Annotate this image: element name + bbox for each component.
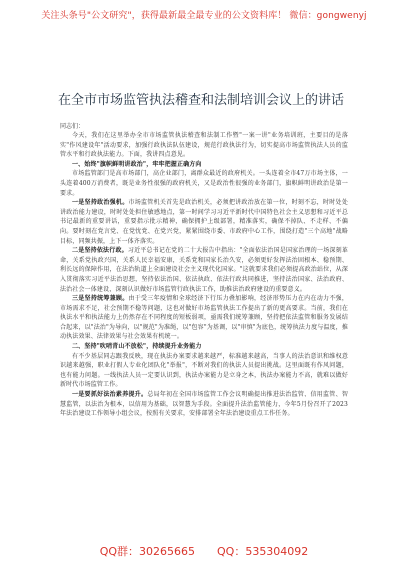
paragraph-text: 市场监管部门是高市场部门，高企业部门，离群众最近的政府机关。一头连着全市47万市场主体，一头连着400万消费者，既是业务性很强的政府机关，又是政治性很强的业务部门，旗帜鲜明讲政治是第一要求。 xyxy=(60,170,348,197)
section-heading-text: 一、始终"旗帜鲜明讲政治"，牢牢把握正确方向 xyxy=(72,160,202,168)
footer-contacts xyxy=(0,545,408,559)
greeting: 同志们： xyxy=(60,123,85,130)
body-paragraph xyxy=(60,198,348,246)
body-paragraph xyxy=(60,294,348,342)
qq-text: QQ：535304092 xyxy=(217,545,309,558)
paragraph-lead: 一是坚持政治强机。 xyxy=(72,199,129,207)
banner-line: 关注头条号"公文研究"，获得最新最全最专业的公文资料库！ 微信：gongwenyj xyxy=(41,11,367,21)
qq-group-text: QQ群：30265665 xyxy=(99,545,195,558)
paragraph-lead: 三是坚持统筹兼顾。 xyxy=(72,295,129,303)
paragraph-lead: 一是要抓好法治素养提升。 xyxy=(72,391,148,399)
paragraph-text: 有不少基层同志跟我反映，现在执法办案要求越来越严，标准越来越高，当事人的法治意识和维权意识越来越强，职业打假人专业化团队化"举报"，不断对我们的执法人员提出挑战。这里面既有作风问题，也有能力问题。一线执法人员一定要认识到，执法办案能力是立身之本，执法办案能力不高，就难以做好新时代市场监管工作。 xyxy=(60,352,348,389)
paragraph-text: 由于受三年疫情和全球经济下行压力叠加影响，经济形势压力在内在动力不强，市场需求不足，社会预期不稳等问题，这也对做好市场监管执法工作提出了新的更高要求。当前，我们在执法水平和执法能力上仍然存在不同程度的短板弱项，亟需我们统筹兼顾，坚持把依法监管和服务发展结合起来，以"法治"为导向，以"规范"为准绳，以"包容"为基调，以"审慎"为底色，统筹执法力度与温度，推动执法效果、法律效果与社会效果有机统一。 xyxy=(60,295,348,341)
section-heading xyxy=(60,342,348,352)
paragraph-text: 市场监管机关首先是政治机关，必须把讲政治放在第一位，时刻不忘，时时处处讲政治能力建设，时时处处担住敏感地点，第一时间学习习近平新时代中国特色社会主义思想和习近平总书记最新的重要讲话，重要指示批示精神，确保拥护上级部署，精准落实，确保不掉队、不走样、不偏向。要时刻在党言党、在党忧党、在党兴党，紧紧围绕市委、市政府中心工作，围绕打造"三个高地"战略目标，同频共振，上下一体齐落实。 xyxy=(60,199,348,245)
paragraph-text: 今天，我们在这里举办全市市场监管执法稽查和法制工作暨"一案一讲"业务培训班，主要目的是落实"作风建设年"活动要求，加强行政执法队伍建设，规范行政执法行为，切实提高市场监管执法人员的监管水平和行政执法能力。下面，我讲四点意见。 xyxy=(60,132,348,159)
header-banner xyxy=(0,10,408,23)
paragraph-lead: 二是坚持依法行政。 xyxy=(72,247,128,255)
body-paragraph xyxy=(60,390,348,419)
section-heading xyxy=(60,160,348,170)
body-paragraph xyxy=(60,131,348,160)
section-heading-text: 二、坚持"吹哨青山不放松"，持续提升业务能力 xyxy=(72,343,202,351)
paragraph-text: 总局年初在全国市场监管工作会议明确提出推进法治监管、信用监管、智慧监管，以法治为根本，以信用为基础，以智慧为手段。全面提升法治监管能力，今年5月份召开了2023年法治建设工作领导小组会议，按照有关要求，安排部署全年法治建设重点工作任务。 xyxy=(60,391,348,418)
body-paragraph xyxy=(60,169,348,198)
body-paragraph xyxy=(60,352,348,390)
paragraph-text: 习近平总书记在党的二十大报告中指出："全面依法治国是国家治理的一场深刻革命，关系党执政兴国，关系人民幸福安康，关系党和国家长治久安，必须更好发挥法治固根本、稳预期、利长远的保障作用，在法治轨道上全面建设社会主义现代化国家。"这就要求我们必须提高政治站位，从深入贯彻落实习近平法治思想，坚持依法治国、依法执政、依法行政共同推进，坚持法治国家、法治政府、法治社会一体建设，深刻认识做好市场监管行政执法工作，助推法治政府建设的重要意义。 xyxy=(60,247,348,293)
document-title: 在全市市场监管执法稽查和法制培训会议上的讲话 xyxy=(58,93,345,108)
body-paragraph xyxy=(60,246,348,294)
document-body xyxy=(60,131,348,531)
